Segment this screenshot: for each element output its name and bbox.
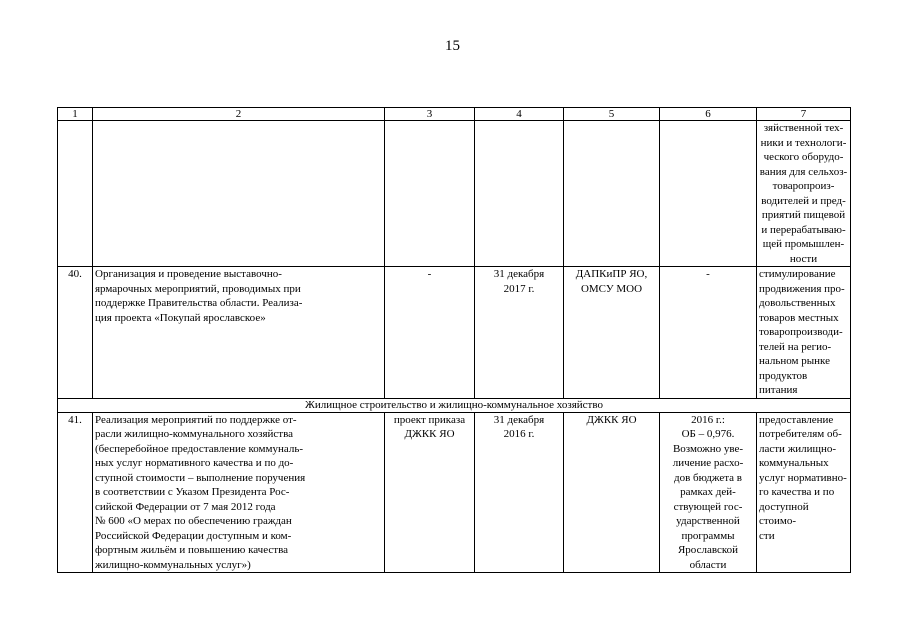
deadline: 31 декабря 2017 г. — [475, 267, 564, 399]
header-col-5: 5 — [564, 108, 660, 121]
executor: ДАПКиПР ЯО, ОМСУ МОО — [564, 267, 660, 399]
continuation-row — [58, 121, 851, 267]
continuation-result: зяйственной тех- ники и технологи- ческого оборудо- вания для сельхоз- товаропроиз- водителей и пред- приятий пищевой и перерабатываю- щей промышлен- ности — [757, 121, 851, 267]
row-number: 40. — [58, 267, 93, 399]
financing: 2016 г.: ОБ – 0,976. Возможно уве- личение расхо- дов бюджета в рамках дей- ствующей гос- ударственной программы Ярославской области — [660, 412, 757, 573]
section-row — [58, 398, 851, 412]
document-type: - — [385, 267, 475, 399]
header-col-4: 4 — [475, 108, 564, 121]
header-col-3: 3 — [385, 108, 475, 121]
financing: - — [660, 267, 757, 399]
measure-name: Реализация мероприятий по поддержке от- расли жилищно-коммунального хозяйства (бесперебойное предоставление коммуналь- ных услуг нормативного качества и по до- ступной стоимости – выполнение поручения в соответствии с Указом Президента Рос- сийской Федерации от 7 мая 2012 года № 600 «О мерах по обеспечению граждан Российской Федерации доступным и ком- фортным жильём и повышению качества жилищно-коммунальных услуг») — [93, 412, 385, 573]
measure-name: Организация и проведение выставочно- ярмарочных мероприятий, проводимых при поддержке Правительства области. Реализа- ция проекта «Покупай ярославское» — [93, 267, 385, 399]
executor: ДЖКК ЯО — [564, 412, 660, 573]
deadline: 31 декабря 2016 г. — [475, 412, 564, 573]
table-row-40 — [58, 267, 851, 399]
header-col-6: 6 — [660, 108, 757, 121]
header-col-7: 7 — [757, 108, 851, 121]
header-row — [58, 108, 851, 121]
document-type: проект приказа ДЖКК ЯО — [385, 412, 475, 573]
table-row-41 — [58, 412, 851, 573]
page-number: 15 — [445, 38, 460, 54]
measures-table — [57, 107, 851, 573]
expected-result: предоставление потребителям об- ласти жилищно- коммунальных услуг нормативно- го качества и по доступной стоимо- сти — [757, 412, 851, 573]
expected-result: стимулирование продвижения про- довольственных товаров местных товаропроизводи- телей на регио- нальном рынке продуктов питания — [757, 267, 851, 399]
section-title: Жилищное строительство и жилищно-коммунальное хозяйство — [58, 398, 851, 412]
header-col-2: 2 — [93, 108, 385, 121]
header-col-1: 1 — [58, 108, 93, 121]
row-number: 41. — [58, 412, 93, 573]
